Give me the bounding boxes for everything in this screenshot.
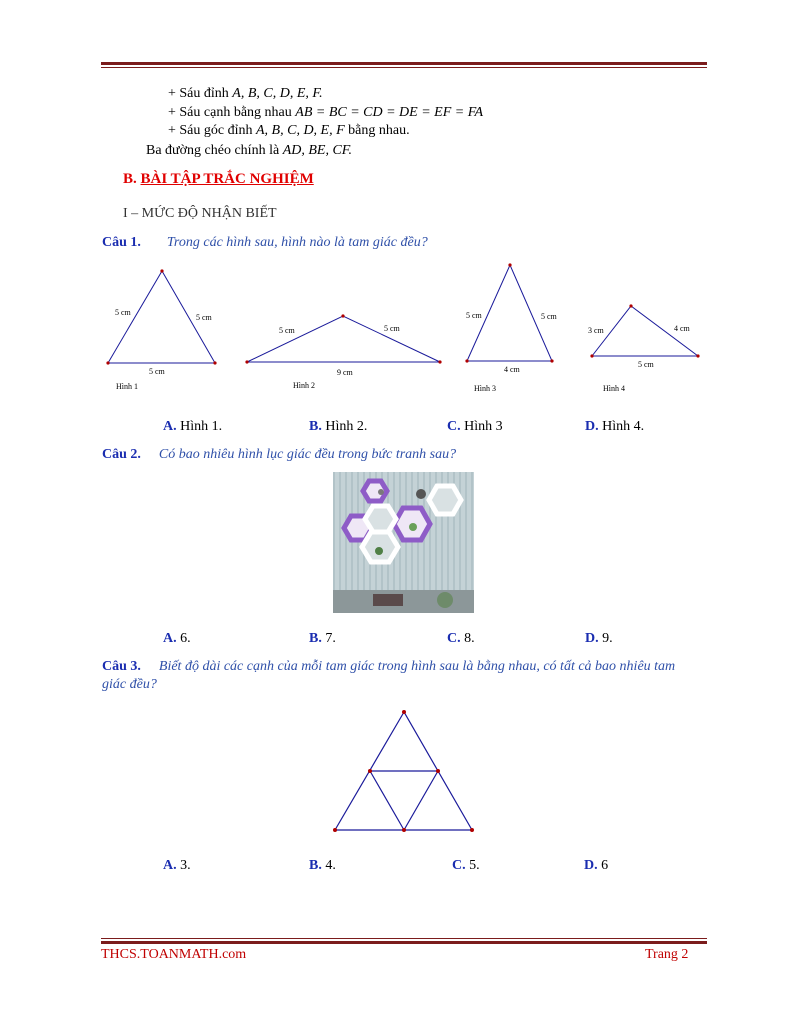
intro-line-sides: + Sáu cạnh bằng nhau AB = BC = CD = DE = EF = FA [168, 105, 484, 120]
side-label: 4 cm [504, 365, 520, 374]
side-label: 5 cm [279, 326, 295, 335]
option-a[interactable]: A. 6. [163, 631, 191, 646]
side-label: 5 cm [638, 360, 654, 369]
figure-caption: Hình 4 [603, 384, 625, 393]
question-label: Câu 3. [102, 659, 141, 674]
option-d[interactable]: D. 6 [584, 858, 609, 873]
option-a[interactable]: A. Hình 1. [163, 419, 223, 434]
triangle-hinh-2 [247, 316, 440, 362]
question-2 [102, 445, 456, 463]
footer-site-link[interactable]: THCS.TOANMATH.com [101, 947, 247, 962]
side-label: 5 cm [384, 324, 400, 333]
question-label: Câu 2. [102, 447, 141, 462]
option-d[interactable]: D. Hình 4. [585, 419, 645, 434]
option-b[interactable]: B. 7. [309, 631, 336, 646]
side-label: 4 cm [674, 324, 690, 333]
option-d[interactable]: D. 9. [585, 631, 613, 646]
intro-line-angles: + Sáu góc đỉnh A, B, C, D, E, F bằng nhau. [168, 123, 410, 138]
question-1 [102, 233, 428, 251]
question-3 [102, 657, 675, 675]
side-label: 5 cm [115, 308, 131, 317]
option-b[interactable]: B. 4. [309, 858, 336, 873]
side-label: 9 cm [337, 368, 353, 377]
figure-caption: Hình 3 [474, 384, 496, 393]
side-label: 5 cm [541, 312, 557, 321]
option-b[interactable]: B. Hình 2. [309, 419, 368, 434]
footer-page-number: Trang 2 [645, 947, 689, 962]
side-label: 5 cm [466, 311, 482, 320]
option-a[interactable]: A. 3. [163, 858, 191, 873]
footer-rule [101, 938, 707, 944]
hexagon-shelves-photo [333, 472, 474, 613]
option-c[interactable]: C. Hình 3 [447, 419, 503, 434]
figure-caption: Hình 1 [116, 382, 138, 391]
question-text: Biết độ dài các cạnh của mỗi tam giác trong hình sau là bằng nhau, có tất cả bao nhiêu tam [158, 659, 676, 674]
intro-line-vertices: + Sáu đỉnh A, B, C, D, E, F. [168, 86, 323, 101]
side-label: 5 cm [196, 313, 212, 322]
question-text: Trong các hình sau, hình nào là tam giác đều? [166, 235, 428, 250]
section-heading: B. BÀI TẬP TRẮC NGHIỆM [123, 171, 314, 187]
option-c[interactable]: C. 5. [452, 858, 480, 873]
figure-caption: Hình 2 [293, 381, 315, 390]
question-text: Có bao nhiêu hình lục giác đều trong bức tranh sau? [158, 447, 457, 462]
triangle-figures [100, 258, 710, 398]
level-heading: I – MỨC ĐỘ NHẬN BIẾT [123, 206, 277, 221]
header-rule [101, 62, 707, 68]
side-label: 5 cm [149, 367, 165, 376]
intro-line-diagonals: Ba đường chéo chính là AD, BE, CF. [146, 143, 353, 158]
option-c[interactable]: C. 8. [447, 631, 475, 646]
side-label: 3 cm [588, 326, 604, 335]
subdivided-triangle-figure [325, 702, 485, 842]
question-label: Câu 1. [102, 235, 141, 250]
question-text-cont: giác đều? [102, 677, 157, 692]
